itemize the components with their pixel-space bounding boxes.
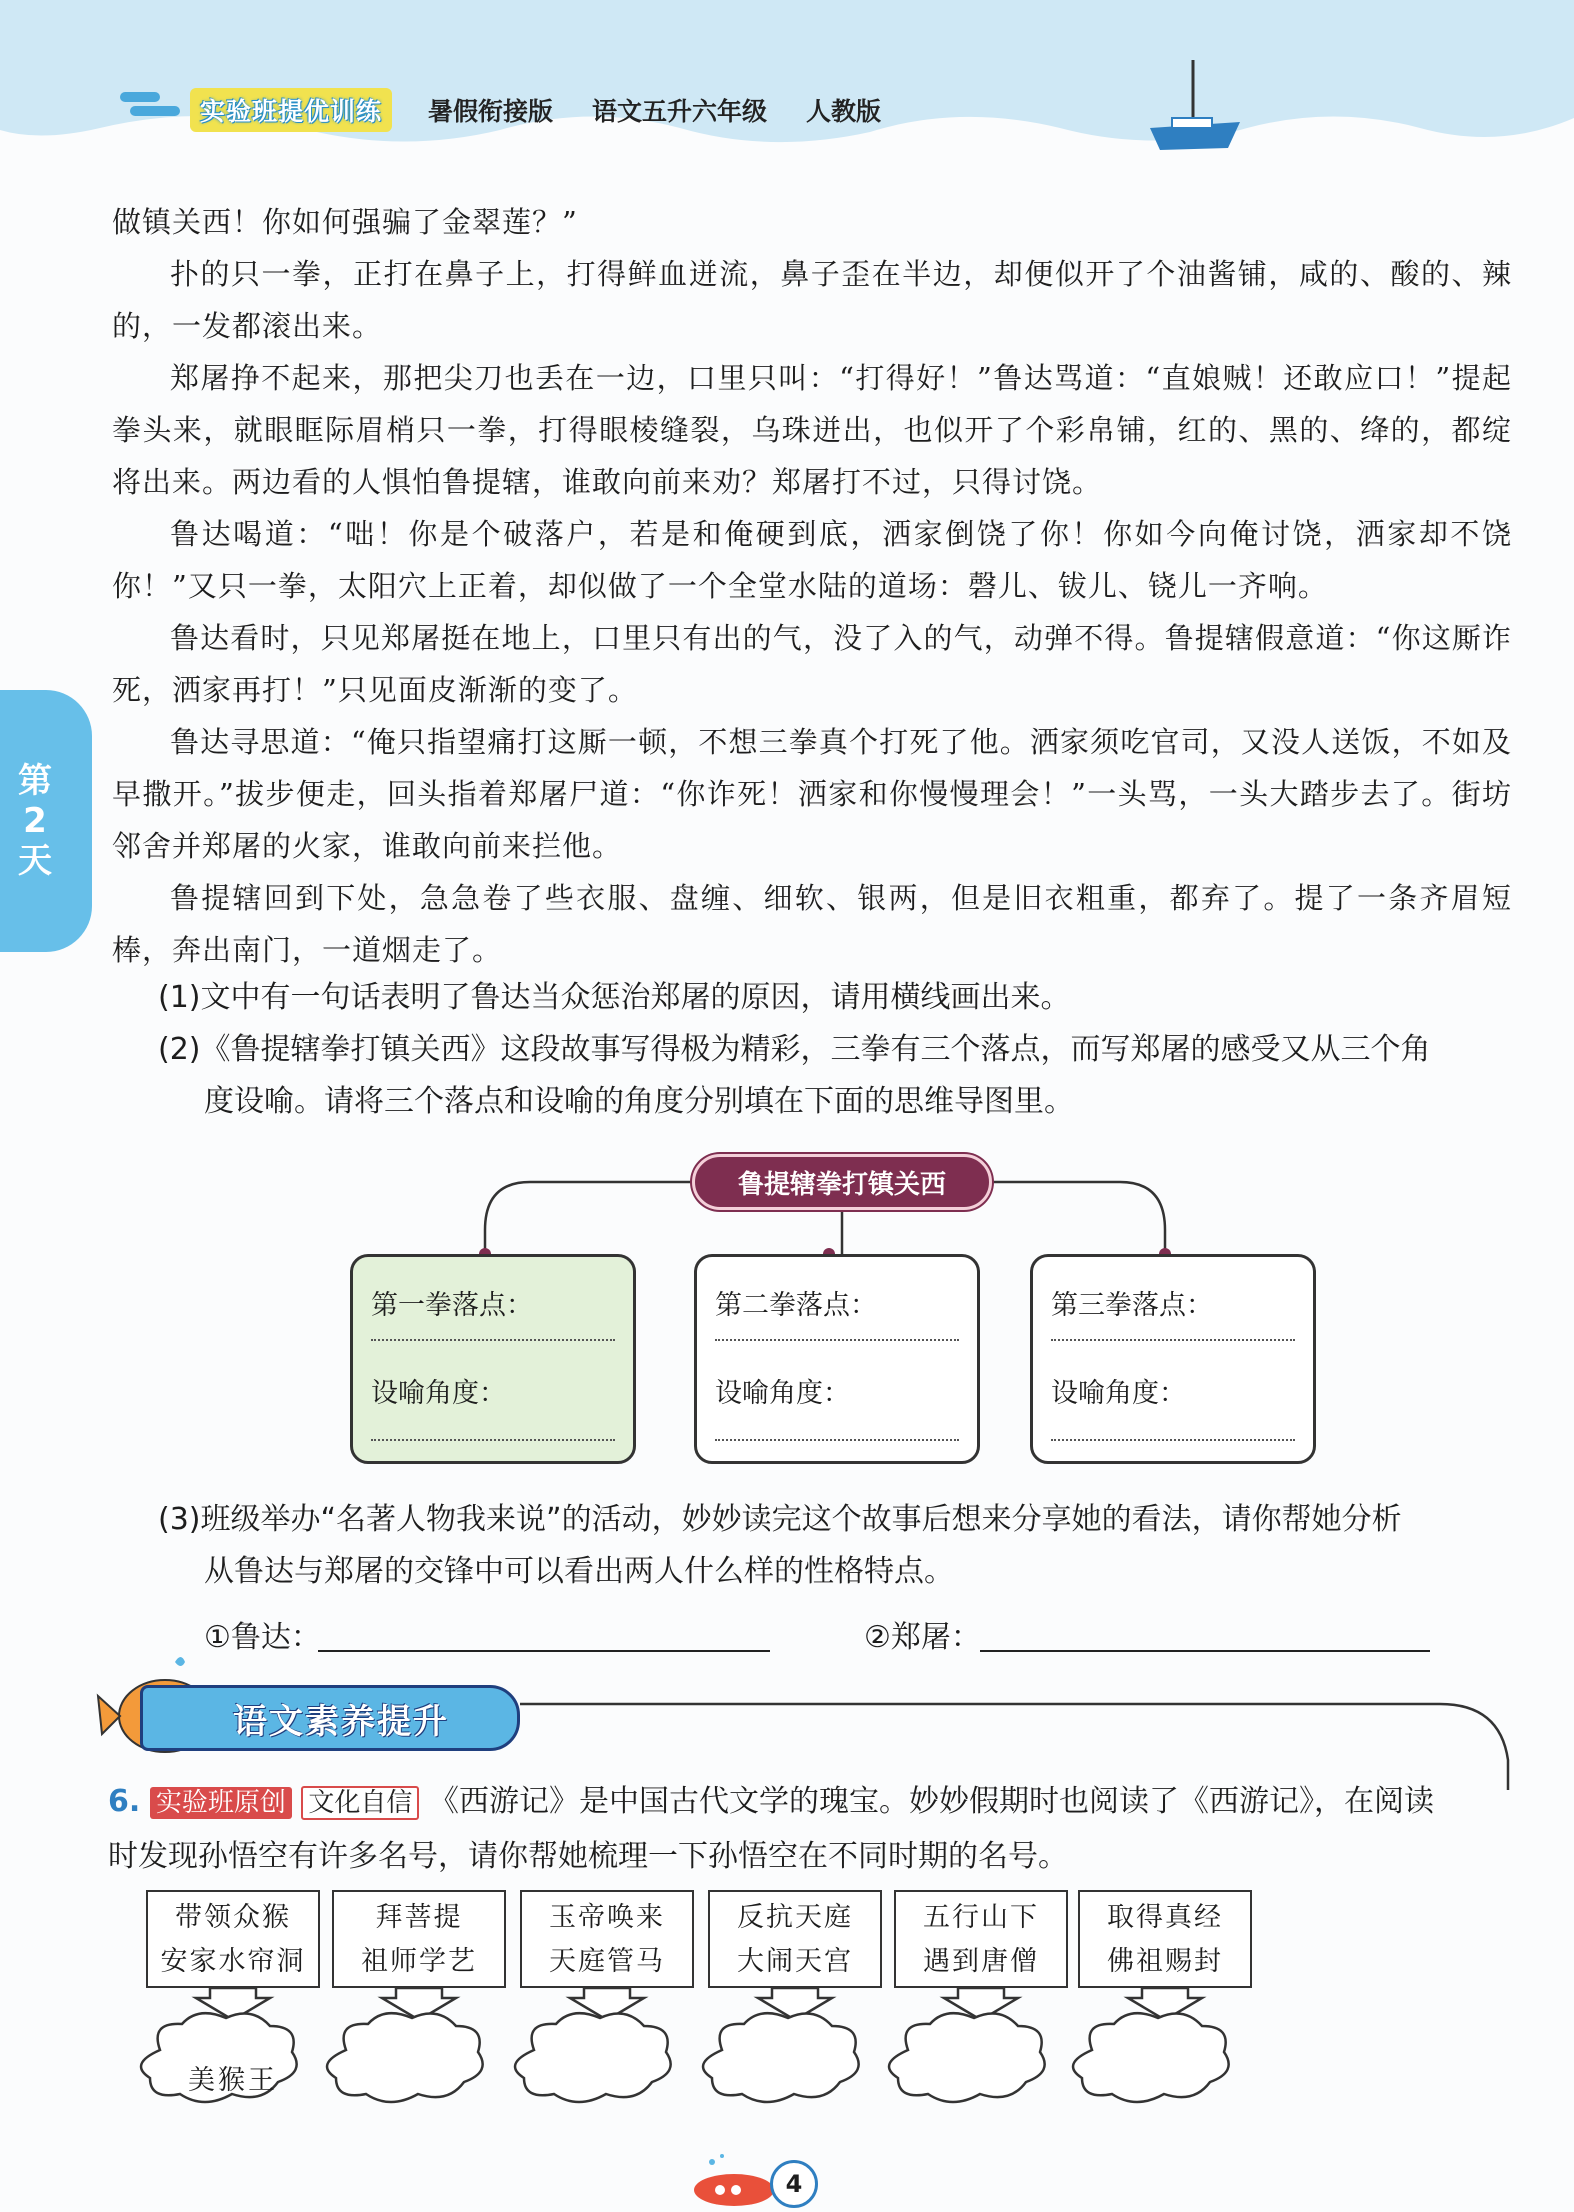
submarine-icon: [690, 2150, 780, 2210]
day-tab-line1: 第: [18, 761, 52, 801]
original-tag: 实验班原创: [150, 1787, 292, 1819]
question-3-line2: 从鲁达与郑屠的交锋中可以看出两人什么样的性格特点。: [204, 1554, 954, 1589]
question-3-line1: (3)班级举办“名著人物我来说”的活动，妙妙读完这个故事后想来分享她的看法，请你帮她分析: [158, 1502, 1402, 1537]
stage-box-2: [332, 1890, 506, 1988]
stage-line2: 安家水帘洞: [160, 1946, 306, 1977]
down-arrow-icons: [196, 1988, 1202, 2020]
question-1: (1)文中有一句话表明了鲁达当众惩治郑屠的原因，请用横线画出来。: [158, 980, 1071, 1015]
question-2-line1: (2)《鲁提辖拳打镇关西》这段故事写得极为精彩，三拳有三个落点，而写郑屠的感受又从三个角: [158, 1032, 1431, 1067]
subject-label: 语文五升六年级: [592, 97, 768, 126]
stage-line2: 遇到唐僧: [923, 1946, 1039, 1977]
stage-box-6: [1078, 1890, 1252, 1988]
publisher-label: 人教版: [806, 97, 882, 126]
stage-line2: 天庭管马: [549, 1946, 665, 1977]
passage-paragraph: 郑屠挣不起来，那把尖刀也丢在一边，口里只叫：“打得好！”鲁达骂道：“直娘贼！还敢应口！”提起拳头来，就眼眶际眉梢只一拳，打得眼棱缝裂，乌珠迸出，也似开了个彩帛铺，红的、黑的、绛的，都绽将出来。两边看的人惧怕鲁提辖，谁敢向前来劝？郑屠打不过，只得讨饶。: [112, 361, 1512, 499]
passage-paragraph: 鲁达寻思道：“俺只指望痛打这厮一顿，不想三拳真个打死了他。洒家须吃官司，又没人送饭，不如及早撒开。”拔步便走，回头指着郑屠尸道：“你诈死！洒家和你慢慢理会！”一头骂，一头大踏步去了。街坊邻舍并郑屠的火家，谁敢向前来拦他。: [112, 725, 1512, 863]
metaphor-angle-answer-line[interactable]: [1051, 1423, 1295, 1441]
metaphor-angle-label: 设喻角度：: [1051, 1378, 1186, 1409]
question-6: [108, 1775, 1528, 1884]
stage-line2: 祖师学艺: [361, 1946, 477, 1977]
question-6-line2: 时发现孙悟空有许多名号，请你帮她梳理一下孙悟空在不同时期的名号。: [108, 1839, 1068, 1874]
stage-arrows-and-clouds: [0, 1980, 1574, 2120]
passage-paragraph: 做镇关西！你如何强骗了金翠莲？”: [112, 205, 578, 239]
stage-line1: 取得真经: [1107, 1902, 1223, 1933]
stage-line1: 拜菩提: [375, 1902, 463, 1933]
punch-point-answer-line[interactable]: [371, 1321, 615, 1341]
question-2-line2: 度设喻。请将三个落点和设喻的角度分别填在下面的思维导图里。: [204, 1084, 1074, 1119]
edition-label: 暑假衔接版: [428, 97, 554, 126]
punch-point-answer-line[interactable]: [1051, 1321, 1295, 1341]
mindmap-box-1: [350, 1254, 636, 1464]
stage-box-5: [894, 1890, 1068, 1988]
passage-paragraph: 鲁达看时，只见郑屠挺在地上，口里只有出的气，没了入的气，动弹不得。鲁提辖假意道：“你这厮诈死，洒家再打！”只见面皮渐渐的变了。: [112, 621, 1512, 707]
stage-box-3: [520, 1890, 694, 1988]
series-title: 实验班提优训练: [190, 88, 392, 132]
mindmap-box-2: [694, 1254, 980, 1464]
passage-paragraph: 鲁达喝道：“咄！你是个破落户，若是和俺硬到底，洒家倒饶了你！你如今向俺讨饶，洒家却不饶你！”又只一拳，太阳穴上正着，却似做了一个全堂水陆的道场：磬儿、钹儿、铙儿一齐响。: [112, 517, 1512, 603]
stage-line1: 五行山下: [923, 1902, 1039, 1933]
section-banner: 语文素养提升: [140, 1685, 520, 1751]
metaphor-angle-answer-line[interactable]: [715, 1423, 959, 1441]
metaphor-angle-label: 设喻角度：: [371, 1378, 506, 1409]
stage-line2: 佛祖赐封: [1107, 1946, 1223, 1977]
mindmap-title: 鲁提辖拳打镇关西: [692, 1154, 992, 1210]
punch-point-answer-line[interactable]: [715, 1321, 959, 1341]
stage-line2: 大闹天宫: [737, 1946, 853, 1977]
stage-line1: 带领众猴: [175, 1902, 291, 1933]
day-tab-line3: 天: [18, 841, 52, 881]
question-6-line1: 《西游记》是中国古代文学的瑰宝。妙妙假期时也阅读了《西游记》，在阅读: [428, 1784, 1434, 1819]
answer-zhengtu-label: ②郑屠：: [864, 1620, 981, 1655]
punch-point-label: 第三拳落点：: [1051, 1290, 1213, 1321]
mindmap-box-3: [1030, 1254, 1316, 1464]
day-tab-line2: 2: [23, 801, 47, 841]
stage-line1: 反抗天庭: [737, 1902, 853, 1933]
metaphor-angle-answer-line[interactable]: [371, 1423, 615, 1441]
stage-name-1[interactable]: 美猴王: [188, 2065, 278, 2096]
metaphor-angle-label: 设喻角度：: [715, 1378, 850, 1409]
stage-box-1: [146, 1890, 320, 1988]
passage-paragraph: 扑的只一拳，正打在鼻子上，打得鲜血迸流，鼻子歪在半边，却便似开了个油酱铺，咸的、酸的、辣的，一发都滚出来。: [112, 257, 1512, 343]
punch-point-label: 第一拳落点：: [371, 1290, 533, 1321]
punch-point-label: 第二拳落点：: [715, 1290, 877, 1321]
answer-luda-label: ①鲁达：: [204, 1620, 321, 1655]
question-6-number: 6.: [108, 1784, 141, 1819]
passage-paragraph: 鲁提辖回到下处，急急卷了些衣服、盘缠、细软、银两，但是旧衣粗重，都弃了。提了一条齐眉短棒，奔出南门，一道烟走了。: [112, 881, 1512, 967]
stage-line1: 玉帝唤来: [549, 1902, 665, 1933]
page-number: 4: [770, 2160, 818, 2208]
culture-tag: 文化自信: [301, 1786, 419, 1820]
question-3: [158, 1494, 1518, 1598]
stage-box-4: [708, 1890, 882, 1988]
